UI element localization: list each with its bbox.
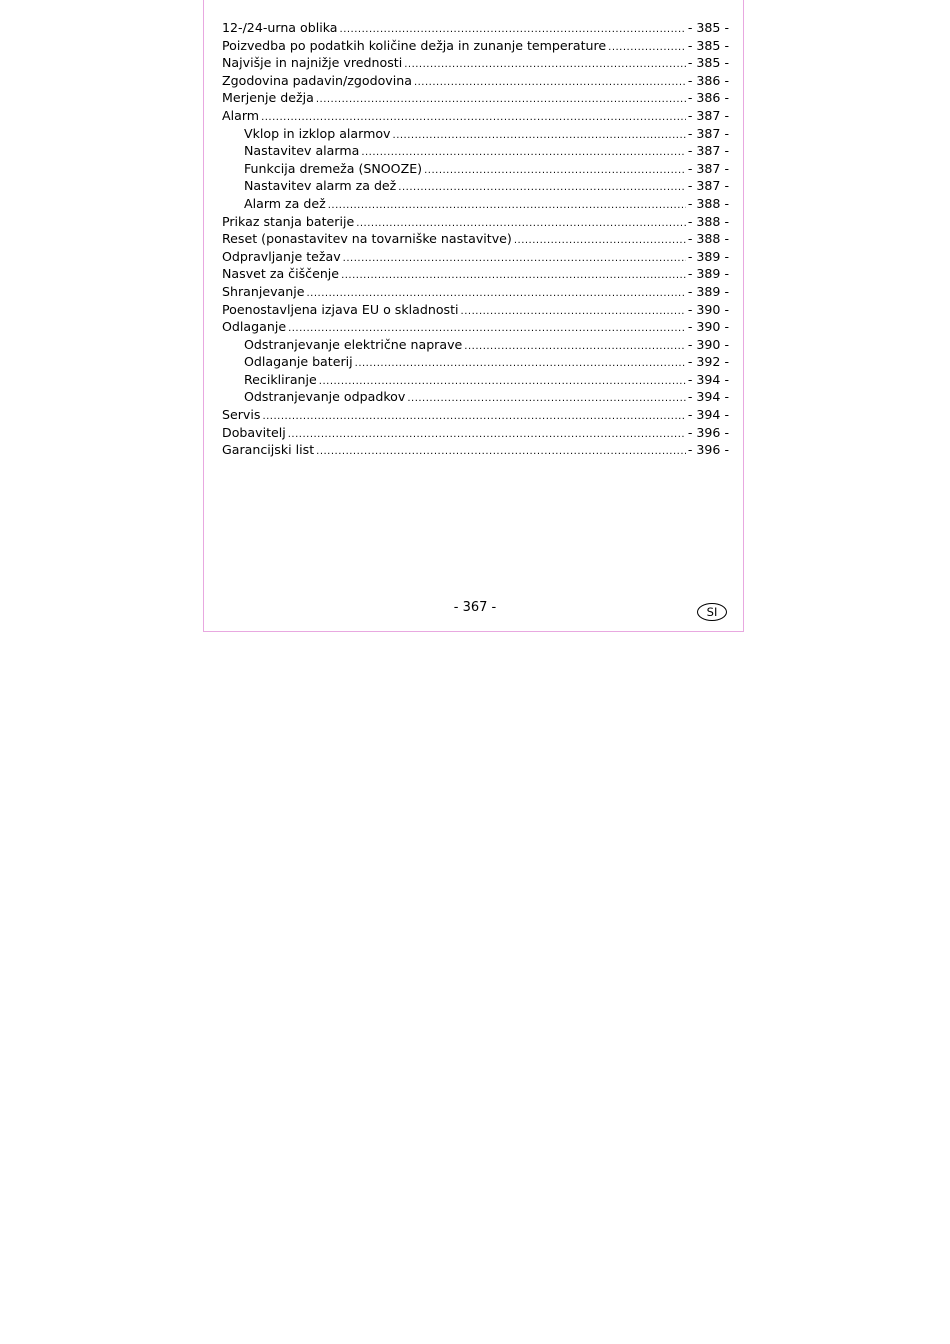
table-of-contents xyxy=(222,19,729,459)
toc-leader-dots xyxy=(414,74,686,90)
toc-entry-title: Merjenje dežja xyxy=(222,90,314,106)
toc-leader-dots xyxy=(288,320,686,336)
toc-subentry[interactable] xyxy=(222,177,729,195)
toc-entry-title: Recikliranje xyxy=(244,371,317,387)
toc-leader-dots xyxy=(341,267,686,283)
toc-entry-page: - 388 - xyxy=(687,213,729,229)
toc-leader-dots xyxy=(355,355,686,371)
toc-entry-title: Nastavitev alarma xyxy=(244,143,360,159)
page-number: - 367 - xyxy=(453,600,497,615)
toc-entry-page: - 390 - xyxy=(687,319,729,335)
toc-entry-page: - 396 - xyxy=(687,442,729,458)
toc-leader-dots xyxy=(393,127,686,143)
toc-entry-page: - 385 - xyxy=(687,20,729,35)
toc-leader-dots xyxy=(307,285,686,301)
toc-leader-dots xyxy=(464,338,686,354)
toc-entry-page: - 389 - xyxy=(687,248,729,264)
toc-entry[interactable] xyxy=(222,406,729,424)
toc-subentry[interactable] xyxy=(222,142,729,160)
toc-entry-title: Zgodovina padavin/zgodovina xyxy=(222,72,412,88)
toc-entry-title: Garancijski list xyxy=(222,442,315,458)
toc-entry[interactable] xyxy=(222,230,729,248)
toc-entry-page: - 386 - xyxy=(687,90,729,106)
toc-leader-dots xyxy=(608,39,686,55)
toc-entry-page: - 387 - xyxy=(687,178,729,194)
toc-leader-dots xyxy=(316,443,686,459)
toc-entry-title: Poenostavljena izjava EU o skladnosti xyxy=(222,301,459,317)
toc-entry-page: - 390 - xyxy=(687,301,729,317)
toc-entry[interactable] xyxy=(222,301,729,319)
toc-entry-title: Nasvet za čiščenje xyxy=(222,266,340,282)
toc-entry[interactable] xyxy=(222,213,729,231)
toc-subentry[interactable] xyxy=(222,388,729,406)
toc-entry-title: Odstranjevanje odpadkov xyxy=(244,389,406,405)
toc-leader-dots xyxy=(288,426,686,442)
toc-entry[interactable] xyxy=(222,318,729,336)
toc-entry[interactable] xyxy=(222,283,729,301)
toc-entry-title: Alarm xyxy=(222,107,260,123)
toc-entry-page: - 387 - xyxy=(687,107,729,123)
toc-leader-dots xyxy=(398,179,686,195)
toc-entry-page: - 394 - xyxy=(687,371,729,387)
toc-entry[interactable] xyxy=(222,265,729,283)
toc-entry-page: - 387 - xyxy=(687,160,729,176)
toc-subentry[interactable] xyxy=(222,353,729,371)
toc-leader-dots xyxy=(328,197,686,213)
toc-entry-page: - 387 - xyxy=(687,125,729,141)
toc-entry-title: Poizvedba po podatkih količine dežja in zunanje temperature xyxy=(222,37,607,53)
toc-entry[interactable] xyxy=(222,54,729,72)
toc-leader-dots xyxy=(340,21,686,37)
toc-leader-dots xyxy=(424,162,686,178)
toc-entry[interactable] xyxy=(222,107,729,125)
toc-leader-dots xyxy=(356,215,686,231)
toc-leader-dots xyxy=(261,109,686,125)
toc-entry-title: Dobavitelj xyxy=(222,424,286,440)
toc-subentry[interactable] xyxy=(222,371,729,389)
language-badge: SI xyxy=(697,603,727,621)
toc-leader-dots xyxy=(316,91,686,107)
toc-subentry[interactable] xyxy=(222,195,729,213)
toc-entry[interactable] xyxy=(222,248,729,266)
toc-entry[interactable] xyxy=(222,424,729,442)
toc-leader-dots xyxy=(262,408,685,424)
toc-entry-title: Najvišje in najnižje vrednosti xyxy=(222,55,403,71)
toc-subentry[interactable] xyxy=(222,336,729,354)
toc-entry[interactable] xyxy=(222,37,729,55)
toc-entry-page: - 389 - xyxy=(687,266,729,282)
toc-entry-title: Shranjevanje xyxy=(222,283,305,299)
toc-entry-page: - 394 - xyxy=(687,389,729,405)
toc-entry-page: - 392 - xyxy=(687,354,729,370)
toc-leader-dots xyxy=(461,303,686,319)
toc-leader-dots xyxy=(514,232,686,248)
toc-leader-dots xyxy=(361,144,686,160)
toc-entry-title: Servis xyxy=(222,407,261,423)
toc-entry-page: - 385 - xyxy=(687,55,729,71)
toc-entry[interactable] xyxy=(222,72,729,90)
toc-entry-page: - 387 - xyxy=(687,143,729,159)
toc-entry-page: - 388 - xyxy=(687,195,729,211)
toc-entry-title: Nastavitev alarm za dež xyxy=(244,178,397,194)
toc-entry-title: Prikaz stanja baterije xyxy=(222,213,355,229)
toc-entry[interactable] xyxy=(222,89,729,107)
toc-entry-title: Vklop in izklop alarmov xyxy=(244,125,391,141)
toc-entry-title: Odlaganje baterij xyxy=(244,354,353,370)
toc-entry[interactable] xyxy=(222,19,729,37)
toc-entry-page: - 385 - xyxy=(687,37,729,53)
toc-entry-page: - 390 - xyxy=(687,336,729,352)
toc-entry-page: - 389 - xyxy=(687,283,729,299)
toc-leader-dots xyxy=(319,373,686,389)
toc-leader-dots xyxy=(407,390,686,406)
toc-entry-title: Odlaganje xyxy=(222,319,287,335)
toc-entry-title: Alarm za dež xyxy=(244,195,326,211)
toc-entry-title: Reset (ponastavitev na tovarniške nastavitve) xyxy=(222,231,512,247)
toc-entry-page: - 386 - xyxy=(687,72,729,88)
toc-leader-dots xyxy=(343,250,686,266)
toc-subentry[interactable] xyxy=(222,125,729,143)
toc-entry-page: - 396 - xyxy=(687,424,729,440)
toc-subentry[interactable] xyxy=(222,160,729,178)
toc-entry-title: Funkcija dremeža (SNOOZE) xyxy=(244,160,423,176)
toc-entry[interactable] xyxy=(222,441,729,459)
toc-entry-page: - 394 - xyxy=(687,407,729,423)
toc-leader-dots xyxy=(404,56,686,72)
toc-entry-page: - 388 - xyxy=(687,231,729,247)
toc-entry-title: 12-/24-urna oblika xyxy=(222,20,338,35)
toc-entry-title: Odpravljanje težav xyxy=(222,248,341,264)
toc-entry-title: Odstranjevanje električne naprave xyxy=(244,336,463,352)
